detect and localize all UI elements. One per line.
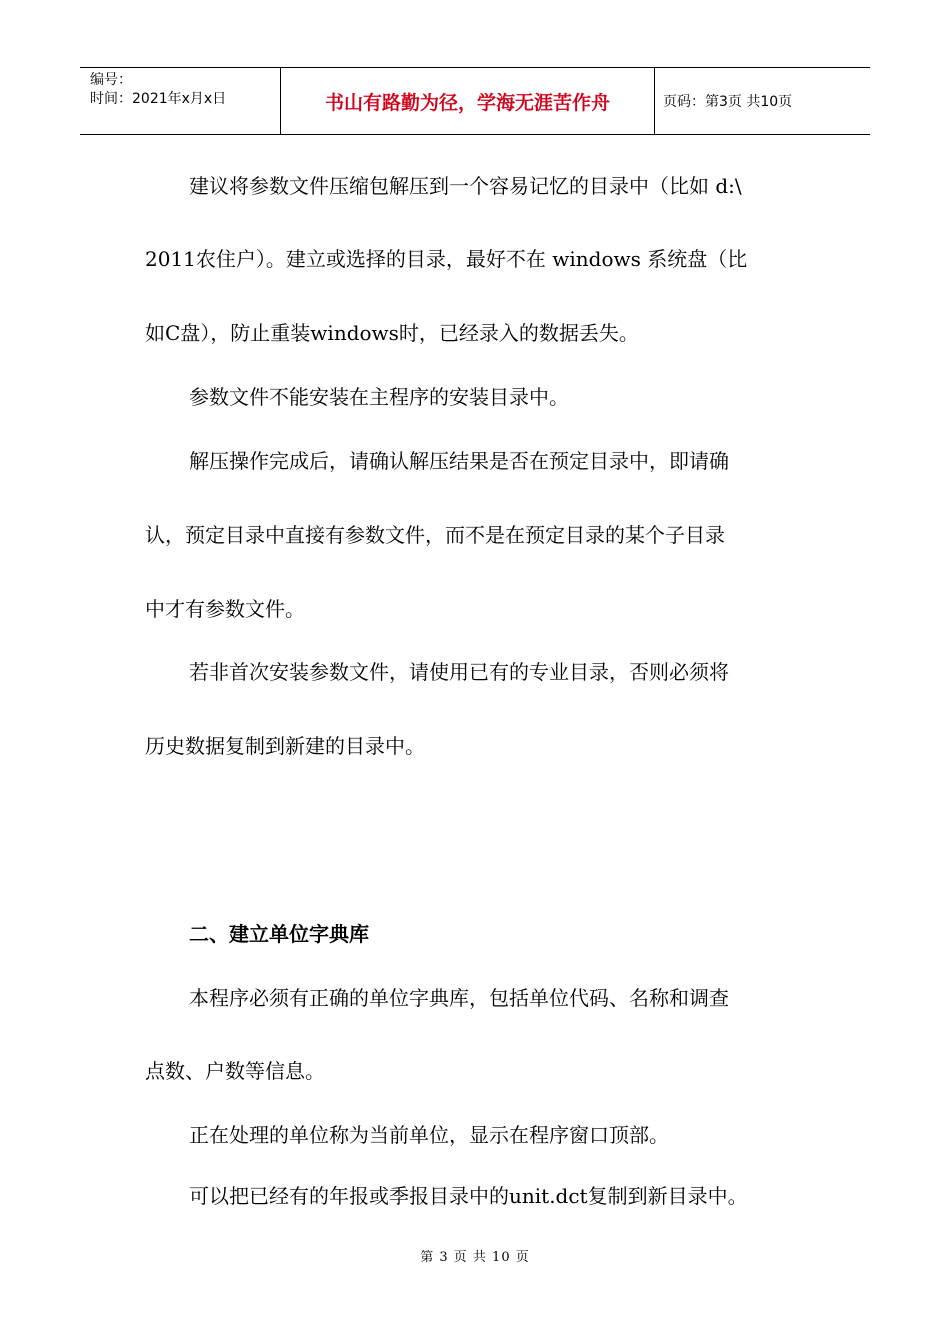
header-info-cell (80, 68, 281, 134)
serial-label: 编号： (90, 72, 132, 88)
paragraph-line: 可以把已经有的年报或季报目录中的unit.dct复制到新目录中。 (189, 1184, 748, 1208)
paragraph-line: 本程序必须有正确的单位字典库，包括单位代码、名称和调查 (189, 986, 729, 1010)
paragraph-line: 建议将参数文件压缩包解压到一个容易记忆的目录中（比如 d:\ (189, 174, 742, 198)
paragraph-line: 正在处理的单位称为当前单位，显示在程序窗口顶部。 (189, 1123, 669, 1147)
paragraph-line: 参数文件不能安装在主程序的安装目录中。 (189, 385, 569, 409)
paragraph-line: 点数、户数等信息。 (145, 1059, 325, 1083)
time-label: 时间：2021年x月x日 (90, 91, 227, 107)
header-motto: 书山有路勤为径，学海无涯苦作舟 (281, 68, 655, 134)
page-header (80, 67, 870, 135)
page-footer: 第 3 页 共 10 页 (420, 1250, 530, 1265)
paragraph-line: 若非首次安装参数文件，请使用已有的专业目录，否则必须将 (189, 660, 729, 684)
section-heading: 二、建立单位字典库 (189, 922, 369, 946)
paragraph-line: 认，预定目录中直接有参数文件，而不是在预定目录的某个子目录 (145, 523, 725, 547)
header-page-info: 页码：第3页 共10页 (663, 94, 793, 110)
paragraph-line: 中才有参数文件。 (145, 597, 305, 621)
paragraph-line: 解压操作完成后，请确认解压结果是否在预定目录中，即请确 (189, 449, 729, 473)
paragraph-line: 2011农住户）。建立或选择的目录，最好不在 windows 系统盘（比 (145, 247, 748, 271)
paragraph-line: 如C盘），防止重装windows时，已经录入的数据丢失。 (145, 321, 639, 345)
paragraph-line: 历史数据复制到新建的目录中。 (145, 734, 425, 758)
